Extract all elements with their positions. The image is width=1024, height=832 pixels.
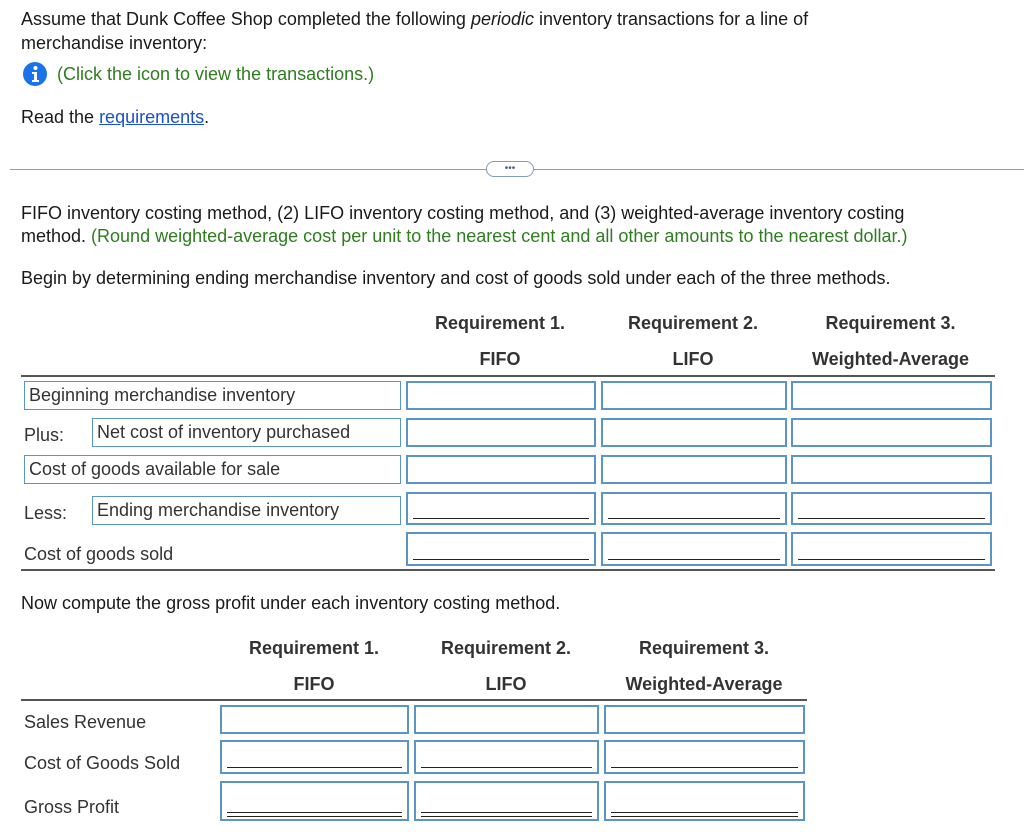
t2-header-fifo: FIFO [293,674,335,694]
sales-lifo-cell[interactable] [414,705,599,734]
gross-lifo-input[interactable] [420,785,593,805]
t2-header-req3: Requirement 3. [638,638,770,658]
beginning-lifo-cell[interactable] [601,381,787,410]
t2-cogs-lifo-input[interactable] [420,744,593,764]
ending-inventory-label[interactable]: Ending merchandise inventory [92,496,401,525]
t1-header-req2: Requirement 2. [627,313,759,333]
cost-of-goods-sold-label: Cost of goods sold [24,544,174,564]
beginning-weighted-input[interactable] [797,385,986,405]
sales-fifo-cell[interactable] [220,705,409,734]
cogs-fifo-input[interactable] [412,536,590,556]
intro-line-1: Assume that Dunk Coffee Shop completed the following periodic inventory transactions for a line of [21,9,809,29]
cogs-fifo-cell[interactable] [406,532,596,566]
cogs-weighted-input[interactable] [797,536,986,556]
t2-cogs-label: Cost of Goods Sold [24,753,181,773]
ending-weighted-input[interactable] [797,496,986,516]
requirements-link[interactable]: requirements [99,107,205,127]
t2-header-rule [21,699,807,701]
cogs-lifo-input[interactable] [607,536,781,556]
net-cost-purchased-label[interactable]: Net cost of inventory purchased [92,418,401,447]
beginning-fifo-input[interactable] [412,385,590,405]
cogs-weighted-cell[interactable] [791,532,992,566]
beginning-lifo-input[interactable] [607,385,781,405]
ending-lifo-cell[interactable] [601,492,787,525]
purchased-lifo-cell[interactable] [601,418,787,447]
t1-header-lifo: LIFO [672,349,714,369]
sales-weighted-input[interactable] [610,709,799,729]
t1-header-req3: Requirement 3. [825,313,956,333]
sales-fifo-input[interactable] [226,709,403,729]
ending-weighted-cell[interactable] [791,492,992,525]
available-fifo-cell[interactable] [406,455,596,484]
available-weighted-cell[interactable] [791,455,992,484]
beginning-inventory-label[interactable]: Beginning merchandise inventory [24,381,401,410]
gross-fifo-cell[interactable] [220,781,409,821]
more-button[interactable]: ••• [486,161,534,177]
t1-header-rule [21,375,995,377]
beginning-weighted-cell[interactable] [791,381,992,410]
gross-weighted-cell[interactable] [604,781,805,821]
purchased-fifo-cell[interactable] [406,418,596,447]
read-requirements: Read the requirements. [21,107,210,127]
less-label: Less: [24,503,68,523]
ending-lifo-input[interactable] [607,496,781,516]
t1-header-weighted: Weighted-Average [811,349,970,369]
purchased-weighted-input[interactable] [797,422,986,442]
sales-weighted-cell[interactable] [604,705,805,734]
available-lifo-cell[interactable] [601,455,787,484]
purchased-fifo-input[interactable] [412,422,590,442]
t2-header-req2: Requirement 2. [440,638,572,658]
gross-lifo-cell[interactable] [414,781,599,821]
t2-cogs-weighted-cell[interactable] [604,740,805,774]
intro-line-2: merchandise inventory: [21,33,208,53]
t2-header-weighted: Weighted-Average [625,674,783,694]
t1-header-fifo: FIFO [479,349,521,369]
goods-available-label[interactable]: Cost of goods available for sale [24,455,401,484]
cogs-lifo-cell[interactable] [601,532,787,566]
instructions-line-2: method. (Round weighted-average cost per unit to the nearest cent and all other amounts to the nearest dollar.) [21,226,908,246]
gross-profit-prompt: Now compute the gross profit under each inventory costing method. [21,593,561,613]
beginning-fifo-cell[interactable] [406,381,596,410]
t1-header-req1: Requirement 1. [434,313,566,333]
t2-header-lifo: LIFO [485,674,527,694]
t2-header-req1: Requirement 1. [248,638,380,658]
purchased-lifo-input[interactable] [607,422,781,442]
info-icon[interactable] [22,61,48,87]
available-lifo-input[interactable] [607,459,781,479]
available-weighted-input[interactable] [797,459,986,479]
t1-bottom-rule [21,569,995,571]
gross-weighted-input[interactable] [610,785,799,805]
plus-label: Plus: [24,425,65,445]
instructions-line-1: FIFO inventory costing method, (2) LIFO inventory costing method, and (3) weighted-average inventory costing [21,203,905,223]
t2-cogs-fifo-cell[interactable] [220,740,409,774]
t2-cogs-weighted-input[interactable] [610,744,799,764]
purchased-weighted-cell[interactable] [791,418,992,447]
click-icon-text[interactable]: (Click the icon to view the transactions.) [57,64,375,84]
sales-lifo-input[interactable] [420,709,593,729]
gross-fifo-input[interactable] [226,785,403,805]
begin-instructions: Begin by determining ending merchandise inventory and cost of goods sold under each of the three methods. [21,268,891,288]
ending-fifo-input[interactable] [412,496,590,516]
gross-profit-label: Gross Profit [24,797,120,817]
available-fifo-input[interactable] [412,459,590,479]
sales-revenue-label: Sales Revenue [24,712,147,732]
t2-cogs-lifo-cell[interactable] [414,740,599,774]
ending-fifo-cell[interactable] [406,492,596,525]
t2-cogs-fifo-input[interactable] [226,744,403,764]
